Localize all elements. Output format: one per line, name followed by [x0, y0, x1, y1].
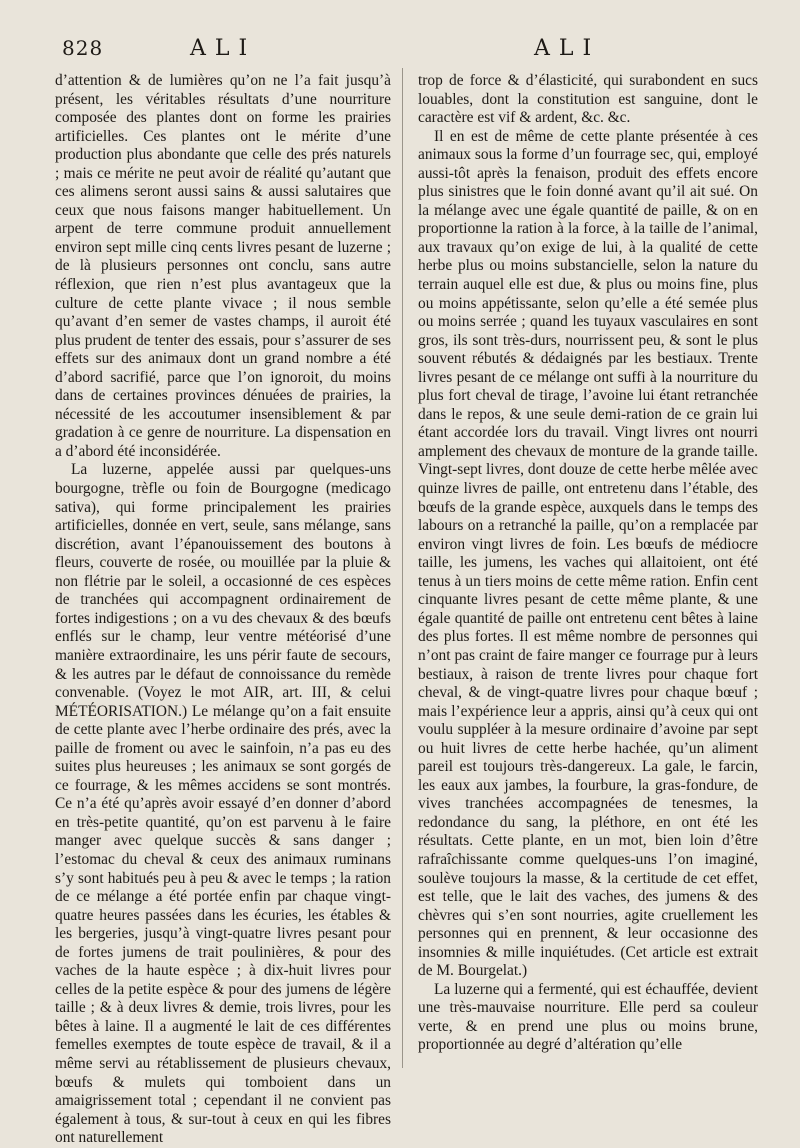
column-divider [402, 68, 403, 1068]
left-column [55, 72, 391, 1148]
left-paragraph-1: d’attention & de lumières qu’on ne l’a fait jusqu’à présent, les véritables résultats d’une nourriture composée des plantes dont on forme les prairies artificielles. Ces plantes ont le mérite d’une production plus abondante que celle des prés naturels ; mais ce mérite ne peut avoir de réalité qu’autant que ces alimens seront aussi sains & aussi salutaires que ceux que nous faisons manger habituellement. Un arpent de terre commune produit annuellement environ sept mille cinq cents livres pesant de luzerne ; de là plusieurs personnes ont conclu, sans autre réflexion, que rien n’est plus avantageux que la culture de cette plante vivace ; il nous semble qu’avant d’en semer de vastes champs, il auroit été plus prudent de tenter des essais, pour s’assurer de ses effets sur des animaux dont un grand nombre a été d’abord sacrifié, parce que l’on ignoroit, du moins dans de certaines provinces dénuées de prairies, la nécessité de les accoutumer insensiblement & par gradation à ce genre de nourriture. La dispensation en a d’abord été inconsidérée. [55, 72, 391, 460]
page-header [0, 36, 800, 66]
page-number: 828 [62, 36, 104, 60]
right-paragraph-2: Il en est de même de cette plante présentée à ces animaux sous la forme d’un fourrage sec, qui, employé aussi-tôt après la fenaison, produit des effets encore plus sinistres que le foin donné avant qu’il ait sué. On la mélange avec une égale quantité de paille, & on en proportionne la ration à la force, à la taille de l’animal, aux travaux qu’on exige de lui, à la qualité de cette herbe plus ou moins substancielle, selon la nature du terrain auquel elle est due, & plus ou moins fine, plus ou moins appétissante, selon qu’elle a été semée plus ou moins serrée ; quand les tuyaux vasculaires en sont gros, ils sont très-durs, nourrissent peu, & sont le plus souvent rébutés & dédaignés par les bestiaux. Trente livres pesant de ce mélange ont suffi à la nourriture du plus fort cheval de tirage, l’avoine lui étant retranchée dans le repos, & une seule demi-ration de ce grain lui étant accordée lors du travail. Vingt livres ont nourri amplement des chevaux de monture de la grande taille. Vingt-sept livres, dont douze de cette herbe mêlée avec quinze livres de paille, ont entretenu dans l’étable, des bœufs de la grande espèce, auxquels dans le temps des labours on a retranché la paille, qu’on a remplacée par environ vingt livres de foin. Les bœufs de médiocre taille, les jumens, les vaches qui allaitoient, ont été tenus à un tiers moins de cette même ration. Enfin cent cinquante livres pesant de cette même plante, & une égale quantité de paille ont entretenu cent bêtes à laine des plus fortes. Il est même nombre de personnes qui n’ont pas craint de faire manger ce fourrage pur à leurs bestiaux, à raison de trente livres pour chaque fort cheval, & de vingt-quatre livres pour chaque bœuf ; mais l’expérience leur a appris, ainsi qu’à ceux qui ont voulu suppléer à la mesure ordinaire d’avoine par sept ou huit livres de cette herbe hachée, qu’un aliment pareil est toujours très-dangereux. La gale, le farcin, les eaux aux jambes, la fourbure, la gras-fondure, de vives tranchées accompagnées de tenesmes, la redondance du sang, la pléthore, en ont été les résultats. Cette plante, en un mot, bien loin d’être rafraîchissante comme quelques-uns l’on imaginé, soulève toujours la masse, & la certitude de cet effet, est telle, que le lait des vaches, des jumens & des chèvres qui s’en sont nourries, agite cruellement les personnes qui en prennent, & leur occasionne des insomnies & mille inquiétudes. (Cet article est extrait de M. Bourgelat.) [418, 127, 758, 980]
right-column [418, 72, 758, 1055]
left-paragraph-2: La luzerne, appelée aussi par quelques-uns bourgogne, trèfle ou foin de Bourgogne (medicago sativa), qui forme principalement les prairies artificielles, donnée en vert, seule, sans mélange, sans discrétion, avant l’épanouissement des boutons à fleurs, couverte de rosée, ou mouillée par la pluie & non flétrie par le soleil, a occasionné de ces espèces de tranchées qui accompagnent ordinairement de fortes indigestions ; on a vu des chevaux & des bœufs enflés sur le champ, leur ventre météorisé d’une manière extraordinaire, les uns périr faute de secours, & les autres par le défaut de connoissance du remède convenable. (Voyez le mot AIR, art. III, & celui MÉTÉORISATION.) Le mélange qu’on a fait ensuite de cette plante avec l’herbe ordinaire des prés, avec la paille de froment ou avec le sainfoin, n’a pas eu des suites plus heureuses ; les animaux se sont gorgés de ce fourrage, & les mêmes accidens se sont montrés. Ce n’a été qu’après avoir essayé d’en donner d’abord en très-petite quantité, qu’on est parvenu à le faire manger avec quelque succès & sans danger ; l’estomac du cheval & ceux des animaux ruminans s’y sont habitués peu à peu & avec le temps ; la ration de ce mélange a été portée enfin par chaque vingt-quatre heures passées dans les écuries, les étables & les bergeries, jusqu’à vingt-quatre livres pesant pour de fortes jumens de trait poulinières, & pour des vaches de la haute espèce ; à dix-huit livres pour celles de la petite espèce & pour des jumens de légère taille ; & à deux livres & demie, trois livres, pour les bêtes à laine. Il a augmenté le lait de ces différentes femelles exemptes de toute espèce de travail, & il a même servi au rétablissement de plusieurs chevaux, bœufs & mulets qui tomboient dans un amaigrissement total ; cependant il ne convient pas également à tous, & sur-tout à ceux en qui les fibres ont naturellement [55, 461, 391, 1147]
running-head-right: ALI [534, 36, 601, 61]
running-head-left: ALI [190, 36, 257, 61]
right-paragraph-3: La luzerne qui a fermenté, qui est échauffée, devient une très-mauvaise nourriture. Elle perd sa couleur verte, & en prend une plus ou moins brune, proportionnée au degré d’altération qu’elle [418, 980, 758, 1054]
right-paragraph-1: trop de force & d’élasticité, qui surabondent en sucs louables, dont la constitution est sanguine, dont le caractère est vif & ardent, &c. &c. [418, 72, 758, 127]
